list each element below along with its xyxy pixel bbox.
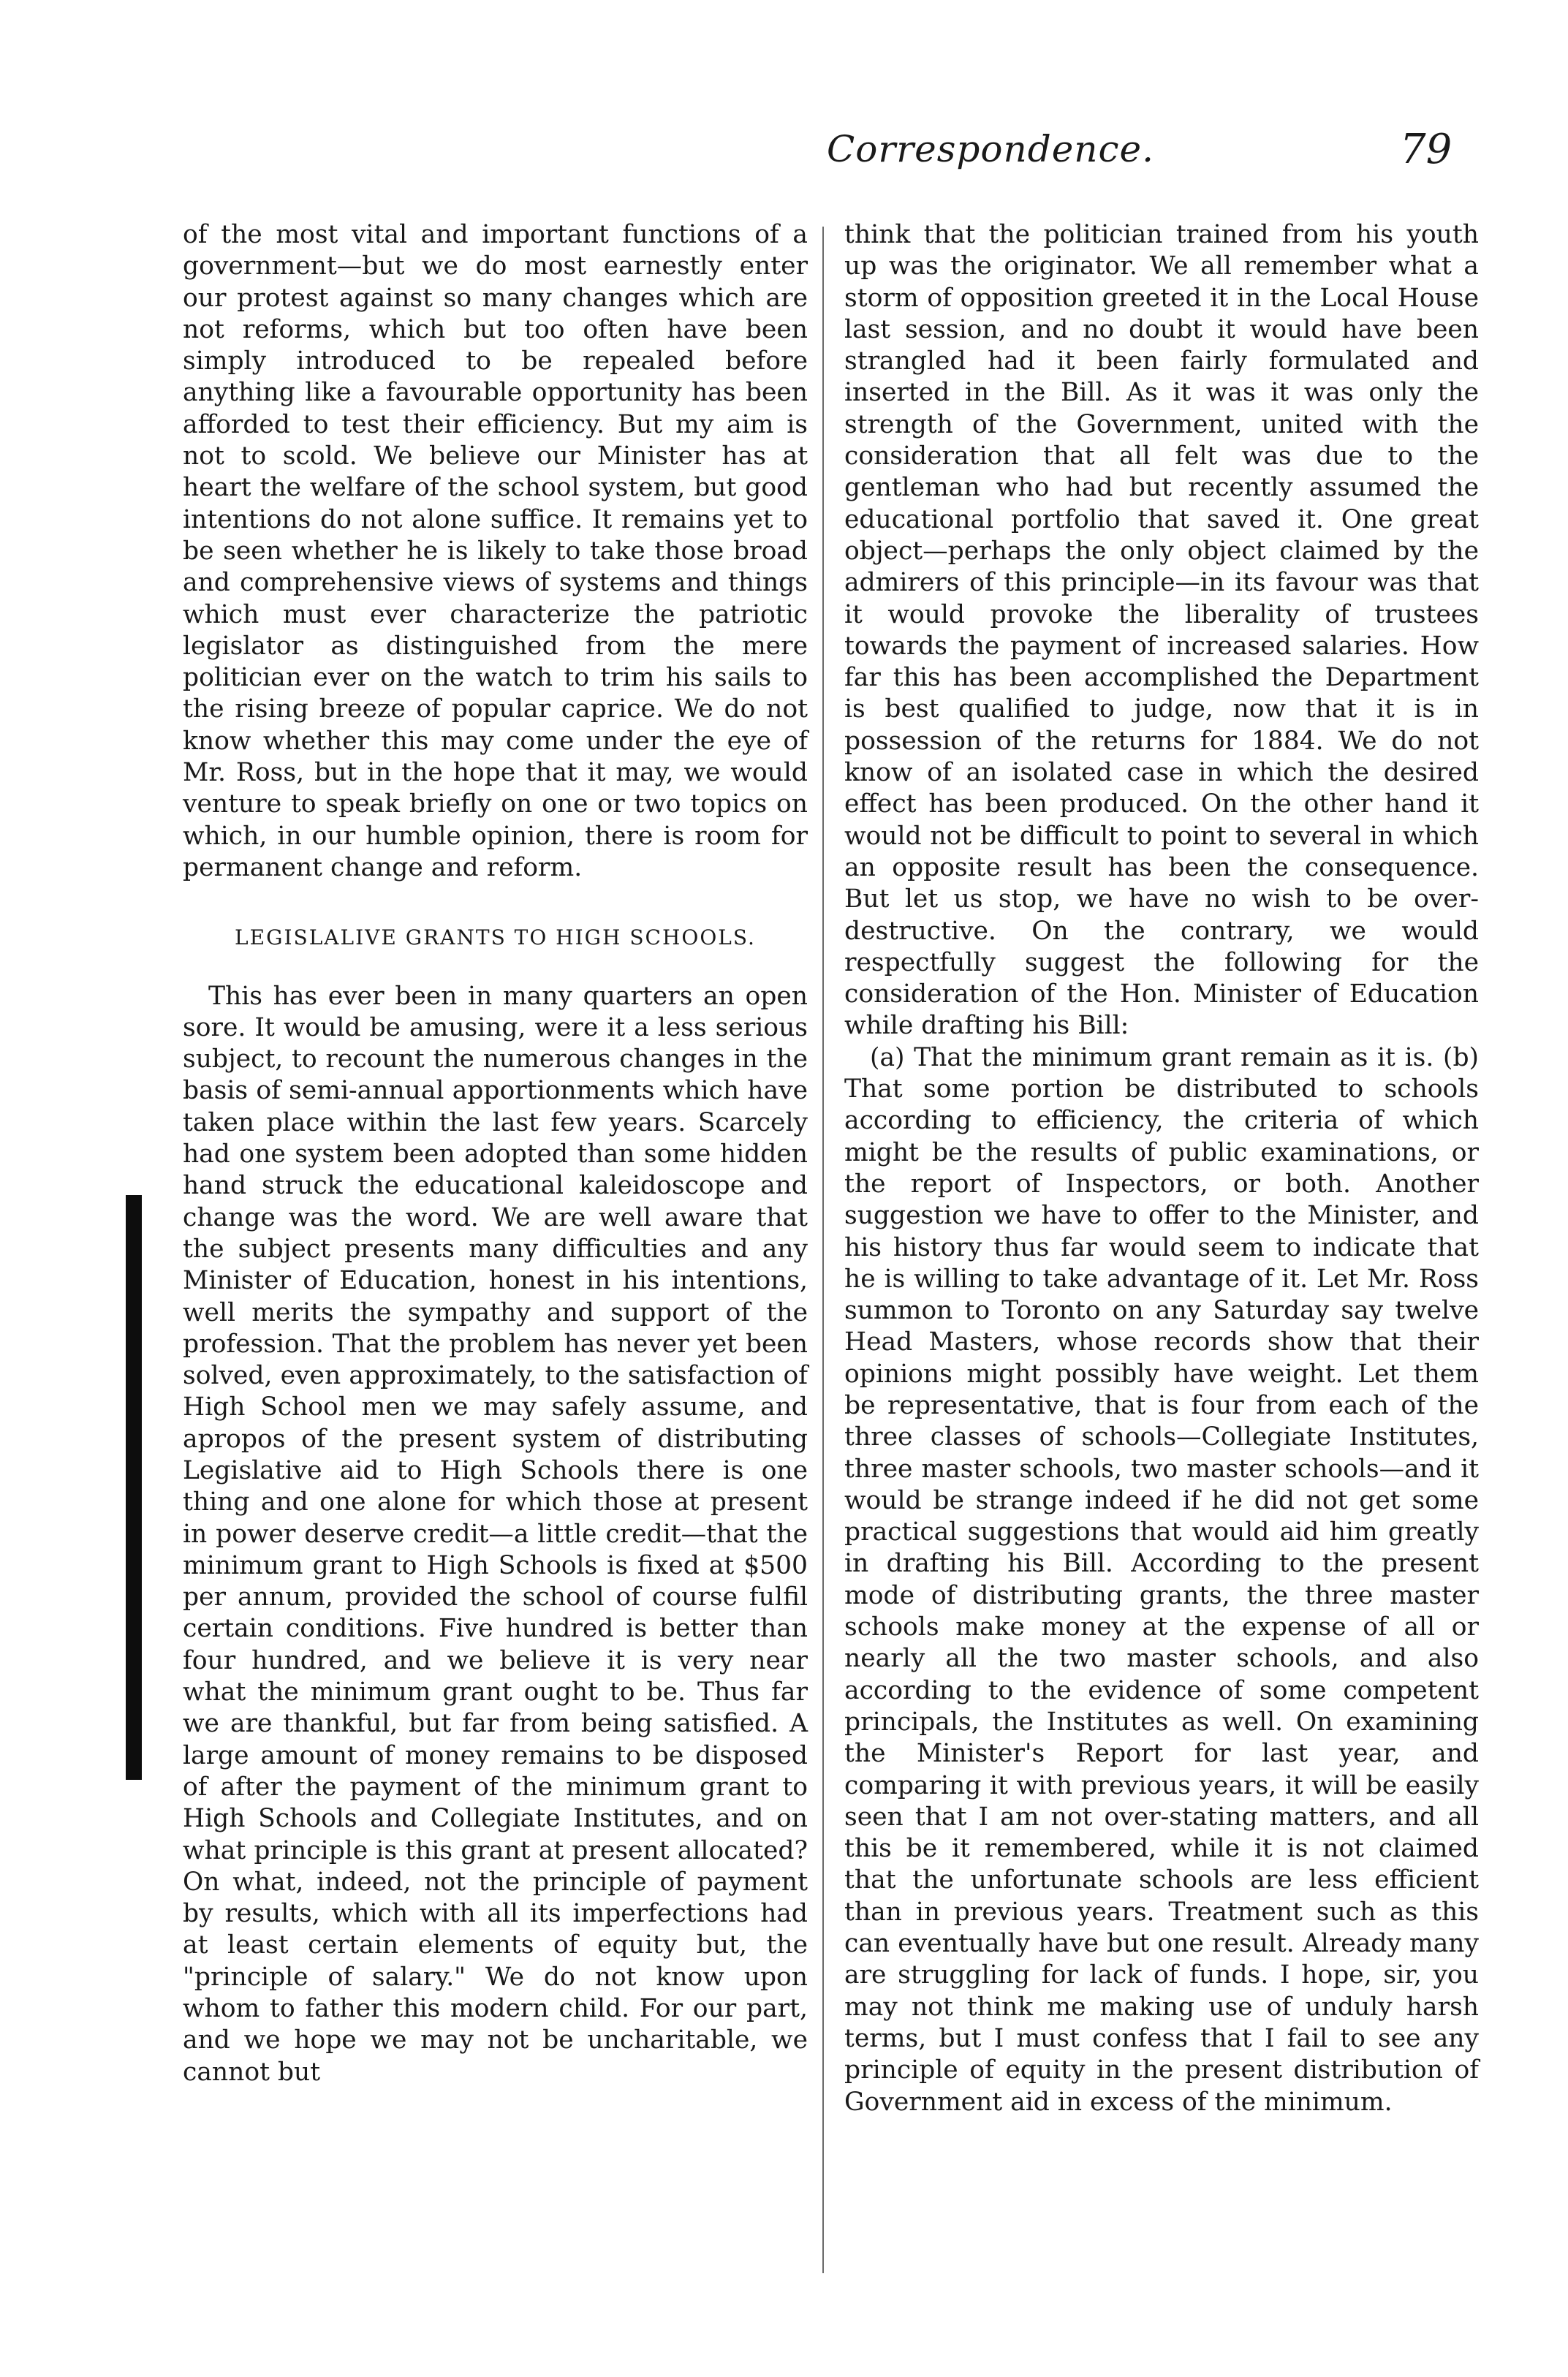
left-paragraph-2: This has ever been in many quarters an open sore. It would be amusing, were it a less serious subject, to recount the numerous changes in the basis of semi-annual apportionments which have taken place within the last few years. Scarcely had one system been adopted than some hidden hand struck the educational kaleidoscope and change was the word. We are well aware that the subject presents many difficulties and any Minister of Education, honest in his intentions, well merits the sympathy and support of the profession. That the problem has never yet been solved, even approximately, to the satisfaction of High School men we may safely assume, and apropos of the present system of distributing Legislative aid to High Schools there is one thing and one alone for which those at present in power deserve credit—a little credit—that the minimum grant to High Schools is fixed at $500 per annum, provided the school of course fulfil certain conditions. Five hundred is better than four hundred, and we believe it is very near what the minimum grant ought to be. Thus far we are thankful, but far from being satisfied. A large amount of money remains to be disposed of after the payment of the minimum grant to High Schools and Collegiate Institutes, and on what principle is this grant at present allocated? On what, indeed, not the principle of payment by results, which with all its imperfections had at least certain elements of equity but, the "principle of salary." We do not know upon whom to father this modern child. For our part, and we hope we may not be uncharitable, we cannot but bbox=[183, 981, 808, 2087]
running-title: Correspondence. bbox=[826, 128, 1154, 170]
right-column bbox=[844, 219, 1479, 2118]
section-heading: LEGISLALIVE GRANTS TO HIGH SCHOOLS. bbox=[235, 925, 756, 950]
page-number: 79 bbox=[1400, 126, 1453, 173]
left-column bbox=[183, 219, 808, 2088]
right-paragraph-1: think that the politician trained from his youth up was the originator. We all remember what a storm of opposition greeted it in the Local House last session, and no doubt it would have been strangled had it been fairly formulated and inserted in the Bill. As it was it was only the strength of the Government, united with the consideration that all felt was due to the gentleman who had but recently assumed the educational portfolio that saved it. One great object—perhaps the only object claimed by the admirers of this principle—in its favour was that it would provoke the liberality of trustees towards the payment of increased salaries. How far this has been accomplished the Department is best qualified to judge, now that it is in possession of the returns for 1884. We do not know of an isolated case in which the desired effect has been produced. On the other hand it would not be difficult to point to several in which an opposite result has been the consequence. But let us stop, we have no wish to be over-destructive. On the contrary, we would respectfully suggest the following for the consideration of the Hon. Minister of Education while drafting his Bill: bbox=[844, 220, 1479, 1041]
right-paragraph-2: (a) That the minimum grant remain as it is. (b) That some portion be distributed to schools according to efficiency, the criteria of which might be the results of public examinations, or the report of Inspectors, or both. Another suggestion we have to offer to the Minister, and his history thus far would seem to indicate that he is willing to take advantage of it. Let Mr. Ross summon to Toronto on any Saturday say twelve Head Masters, whose records show that their opinions might possibly have weight. Let them be representative, that is four from each of the three classes of schools—Collegiate Institutes, three master schools, two master schools—and it would be strange indeed if he did not get some practical suggestions that would aid him greatly in drafting his Bill. According to the present mode of distributing grants, the three master schools make money at the expense of all or nearly all the two master schools, and also according to the evidence of some competent principals, the Institutes as well. On examining the Minister's Report for last year, and comparing it with previous years, it will be easily seen that I am not over-stating matters, and all this be it remembered, while it is not claimed that the unfortunate schools are less efficient than in previous years. Treatment such as this can eventually have but one result. Already many are struggling for lack of funds. I hope, sir, you may not think me making use of unduly harsh terms, but I must confess that I fail to see any principle of equity in the present distribution of Government aid in excess of the minimum. bbox=[844, 1042, 1479, 2117]
left-paragraph-1: of the most vital and important functions of a government—but we do most earnestly enter our protest against so many changes which are not reforms, which but too often have been simply introduced to be repealed before anything like a favourable opportunity has been afforded to test their efficiency. But my aim is not to scold. We believe our Minister has at heart the welfare of the school system, but good intentions do not alone suffice. It remains yet to be seen whether he is likely to take those broad and comprehensive views of systems and things which must ever characterize the patriotic legislator as distinguished from the mere politician ever on the watch to trim his sails to the rising breeze of popular caprice. We do not know whether this may come under the eye of Mr. Ross, but in the hope that it may, we would venture to speak briefly on one or two topics on which, in our humble opinion, there is room for permanent change and reform. bbox=[183, 220, 808, 882]
margin-mark bbox=[126, 1195, 142, 1780]
column-divider bbox=[822, 227, 824, 2273]
